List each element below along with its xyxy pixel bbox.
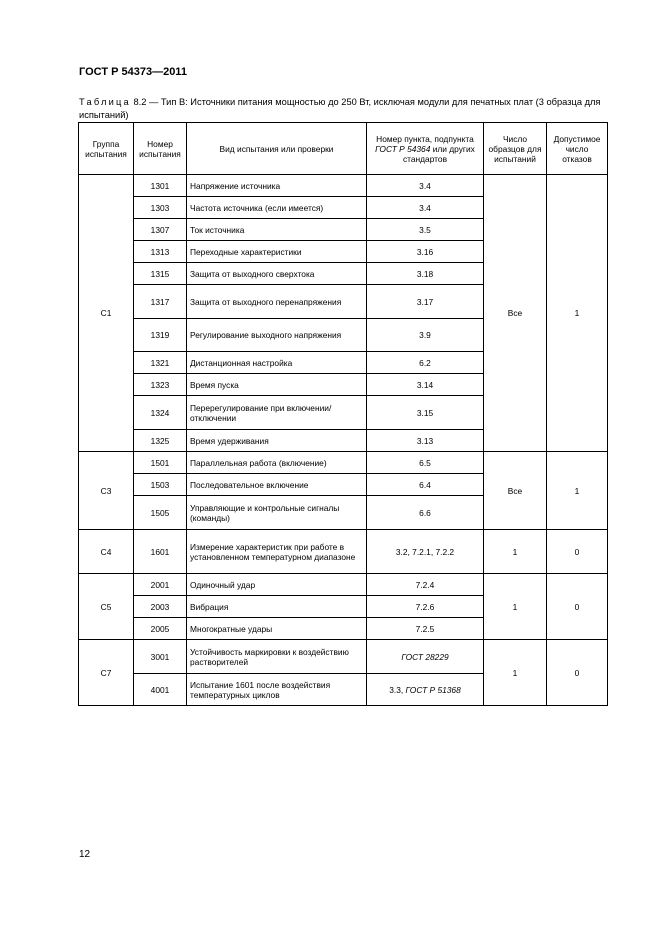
- caption-number: 8.2: [133, 97, 147, 107]
- header-samples: Число образцов для испытаний: [484, 123, 547, 175]
- test-number: 1501: [134, 452, 187, 474]
- test-clause: 3.2, 7.2.1, 7.2.2: [367, 530, 484, 574]
- tests-table: [78, 122, 608, 706]
- test-number: 1315: [134, 263, 187, 285]
- test-clause: 3.13: [367, 430, 484, 452]
- test-clause: 3.16: [367, 241, 484, 263]
- test-clause: 3.15: [367, 396, 484, 430]
- test-clause: 6.5: [367, 452, 484, 474]
- samples-cell: Все: [484, 175, 547, 452]
- group-cell: C5: [79, 574, 134, 640]
- test-name: Защита от выходного перенапряжения: [187, 285, 367, 319]
- test-clause: 3.3, ГОСТ Р 51368: [367, 674, 484, 706]
- header-group: Группа испытания: [79, 123, 134, 175]
- document-header: ГОСТ Р 54373—2011: [79, 66, 187, 78]
- test-number: 3001: [134, 640, 187, 674]
- test-number: 1324: [134, 396, 187, 430]
- test-name: Параллельная работа (включение): [187, 452, 367, 474]
- test-name: Переходные характеристики: [187, 241, 367, 263]
- test-number: 2001: [134, 574, 187, 596]
- test-clause: 7.2.4: [367, 574, 484, 596]
- test-number: 1301: [134, 175, 187, 197]
- test-number: 1313: [134, 241, 187, 263]
- test-clause: 3.17: [367, 285, 484, 319]
- page-number: 12: [79, 849, 91, 860]
- table-row: [79, 452, 608, 474]
- test-name: Дистанционная настройка: [187, 352, 367, 374]
- header-number: Номер испытания: [134, 123, 187, 175]
- test-name: Частота источника (если имеется): [187, 197, 367, 219]
- test-clause: 3.9: [367, 319, 484, 352]
- group-cell: C3: [79, 452, 134, 530]
- test-clause: 3.5: [367, 219, 484, 241]
- samples-cell: 1: [484, 640, 547, 706]
- header-failures: Допустимое число отказов: [547, 123, 608, 175]
- test-number: 1319: [134, 319, 187, 352]
- test-clause: 7.2.6: [367, 596, 484, 618]
- test-clause: 3.4: [367, 175, 484, 197]
- test-number: 1325: [134, 430, 187, 452]
- header-clause: Номер пункта, подпункта ГОСТ Р 54364 или других стандартов: [367, 123, 484, 175]
- failures-cell: 0: [547, 530, 608, 574]
- test-clause: 7.2.5: [367, 618, 484, 640]
- samples-cell: 1: [484, 530, 547, 574]
- test-clause: 3.4: [367, 197, 484, 219]
- test-name: Устойчивость маркировки к воздействию растворителей: [187, 640, 367, 674]
- samples-cell: 1: [484, 574, 547, 640]
- table-row: [79, 574, 608, 596]
- test-name: Одиночный удар: [187, 574, 367, 596]
- failures-cell: 0: [547, 574, 608, 640]
- header-row: [79, 123, 608, 175]
- caption-text: — Тип В: Источники питания мощностью до 250 Вт, исключая модули для печатных плат (3 образца для испытаний): [79, 97, 601, 120]
- test-name: Вибрация: [187, 596, 367, 618]
- test-name: Управляющие и контрольные сигналы (команды): [187, 496, 367, 530]
- test-number: 1303: [134, 197, 187, 219]
- test-number: 1307: [134, 219, 187, 241]
- test-name: Защита от выходного сверхтока: [187, 263, 367, 285]
- test-number: 1601: [134, 530, 187, 574]
- test-clause: 6.2: [367, 352, 484, 374]
- failures-cell: 0: [547, 640, 608, 706]
- test-name: Напряжение источника: [187, 175, 367, 197]
- test-name: Измерение характеристик при работе в установленном температурном диапазоне: [187, 530, 367, 574]
- test-clause: 3.14: [367, 374, 484, 396]
- test-number: 1505: [134, 496, 187, 530]
- test-clause: ГОСТ 28229: [367, 640, 484, 674]
- failures-cell: 1: [547, 452, 608, 530]
- test-name: Время удерживания: [187, 430, 367, 452]
- test-clause: 6.4: [367, 474, 484, 496]
- test-clause: 6.6: [367, 496, 484, 530]
- table-row: [79, 175, 608, 197]
- group-cell: C7: [79, 640, 134, 706]
- table-caption: [79, 96, 615, 122]
- test-name: Испытание 1601 после воздействия температурных циклов: [187, 674, 367, 706]
- group-cell: C4: [79, 530, 134, 574]
- table-row: [79, 530, 608, 574]
- test-number: 2003: [134, 596, 187, 618]
- test-name: Последовательное включение: [187, 474, 367, 496]
- failures-cell: 1: [547, 175, 608, 452]
- caption-label: Таблица: [79, 97, 131, 107]
- samples-cell: Все: [484, 452, 547, 530]
- test-number: 1317: [134, 285, 187, 319]
- test-name: Перерегулирование при включении/отключении: [187, 396, 367, 430]
- test-name: Время пуска: [187, 374, 367, 396]
- group-cell: C1: [79, 175, 134, 452]
- test-number: 4001: [134, 674, 187, 706]
- test-number: 2005: [134, 618, 187, 640]
- header-type: Вид испытания или проверки: [187, 123, 367, 175]
- test-name: Ток источника: [187, 219, 367, 241]
- test-number: 1323: [134, 374, 187, 396]
- test-number: 1503: [134, 474, 187, 496]
- test-name: Регулирование выходного напряжения: [187, 319, 367, 352]
- table-row: [79, 640, 608, 674]
- test-number: 1321: [134, 352, 187, 374]
- test-name: Многократные удары: [187, 618, 367, 640]
- test-clause: 3.18: [367, 263, 484, 285]
